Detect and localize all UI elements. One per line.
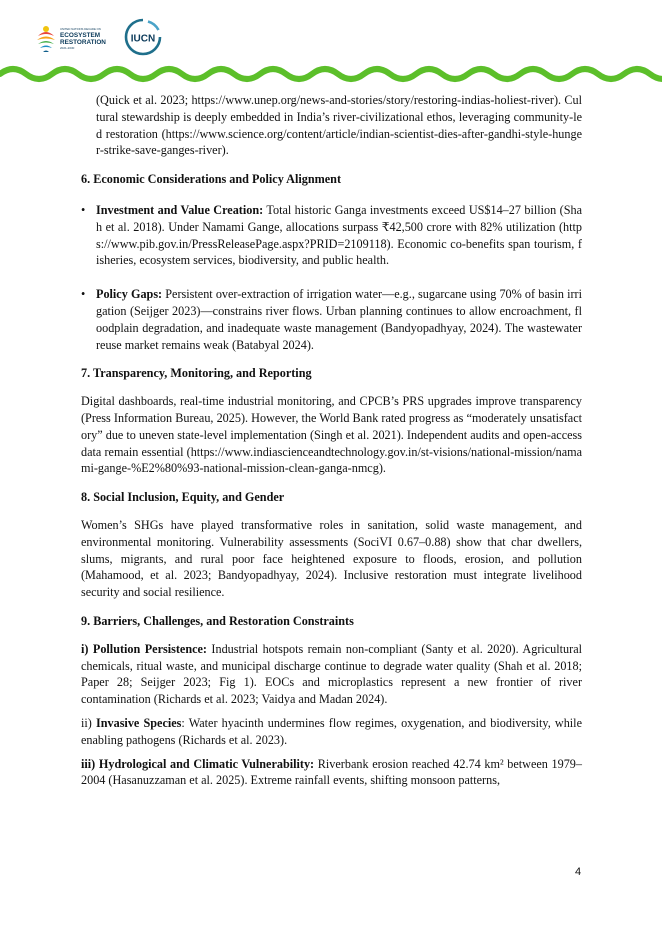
section-6-list <box>81 202 582 353</box>
section-9-heading: 9. Barriers, Challenges, and Restoration Constraints <box>81 613 354 628</box>
svg-text:IUCN: IUCN <box>130 33 156 45</box>
constraint-pollution <box>81 641 582 708</box>
green-wave-divider <box>0 62 662 84</box>
svg-text:ECOSYSTEM: ECOSYSTEM <box>60 32 101 39</box>
page-header <box>0 0 662 86</box>
list-item-policy-gaps <box>81 286 582 353</box>
svg-text:2021-2030: 2021-2030 <box>60 46 75 50</box>
constraint-label: i) Pollution Persistence: <box>81 641 207 656</box>
bullet-text: Persistent over-extraction of irrigation water—e.g., sugarcane using 70% of basin irrigation (Seijger 2023)—constrains river flows. Urban planning continues to allow encroachment, floodplain degradation, and inadequate waste management (Bandyopadhyay, 2024). The wastewater reuse market remains weak (Batabyal 2024). <box>96 287 582 352</box>
bullet-text: Total historic Ganga investments exceed US$14–27 billion (Shah et al. 2018). Under Namami Gange, allocations surpass ₹42,500 crore with 82% utilization (https://www.pib.gov.in/PressReleasePage.aspx?PRID=2109118). Economic co-benefits span tourism, fisheries, ecosystem services, biodiversity, and public health. <box>96 202 582 268</box>
page-number: 4 <box>575 866 582 878</box>
constraint-invasive-species <box>81 715 582 749</box>
bullet-label: Investment and Value Creation: <box>96 202 264 217</box>
constraint-label: Invasive Species <box>95 715 182 730</box>
constraint-text: Riverbank erosion reached 42.74 km² between 1979–2004 (Hasanuzzaman et al. 2025). Extreme rainfall events, shifting monsoon patterns, <box>81 756 582 788</box>
constraint-prefix: ii) <box>81 715 96 730</box>
list-item-investment <box>81 202 582 269</box>
intro-paragraph: (Quick et al. 2023; https://www.unep.org/news-and-stories/story/restoring-indias-holiest-river). Cultural stewardship is deeply embedded in India’s river-civilizational ethos, leveraging community-led restoration (https://www.science.org/content/article/indian-scientist-dies-after-gandhi-style-hunger-strike-save-ganges-river). <box>96 93 582 158</box>
section-8-heading: 8. Social Inclusion, Equity, and Gender <box>81 490 285 505</box>
un-decade-ecosystem-restoration-logo <box>34 22 114 54</box>
page-body <box>81 90 582 789</box>
constraint-hydrological <box>81 756 582 790</box>
iucn-logo <box>124 18 162 56</box>
constraint-text: Industrial hotspots remain non-compliant (Santy et al. 2020). Agricultural chemicals, ritual waste, and municipal discharge continue to degrade water quality (Shah et al. 2018; Paper 28; Seijger 2023; Fig 1). EOCs and microplastics represent a new frontier of river contamination (Richards et al. 2023; Vaidya and Madan 2024). <box>81 641 582 707</box>
section-6-heading: 6. Economic Considerations and Policy Alignment <box>81 172 342 187</box>
constraint-label: iii) Hydrological and Climatic Vulnerability: <box>81 756 315 771</box>
bullet-label: Policy Gaps: <box>96 287 163 302</box>
svg-text:RESTORATION: RESTORATION <box>60 39 106 46</box>
constraint-text: : Water hyacinth undermines flow regimes, oxygenation, and biodiversity, while enabling pathogens (Richards et al. 2023). <box>81 715 582 747</box>
section-7-paragraph: Digital dashboards, real-time industrial monitoring, and CPCB’s PRS upgrades improve transparency (Press Information Bureau, 2025). However, the World Bank rated progress as “moderately unsatisfactory” due to uneven state-level implementation (Singh et al. 2021). Independent audits and open-access data remain essential (https://www.indiascienceandtechnology.gov.in/st-visions/national-mission/namami-gange-%E2%80%93-national-mission-clean-ganga-nmcg). <box>81 394 582 476</box>
svg-text:UNITED NATIONS DECADE ON: UNITED NATIONS DECADE ON <box>60 27 101 31</box>
section-7-heading: 7. Transparency, Monitoring, and Reporting <box>81 366 312 381</box>
section-8-paragraph: Women’s SHGs have played transformative roles in sanitation, solid waste management, and environmental monitoring. Vulnerability assessments (SociVI 0.67–0.88) show that char dwellers, slums, migrants, and rural poor face heightened exposure to floods, erosion, and pollution (Mahamood, et al. 2023; Bandyopadhyay, 2024). Inclusive restoration must integrate livelihood security and social resilience. <box>81 517 582 600</box>
